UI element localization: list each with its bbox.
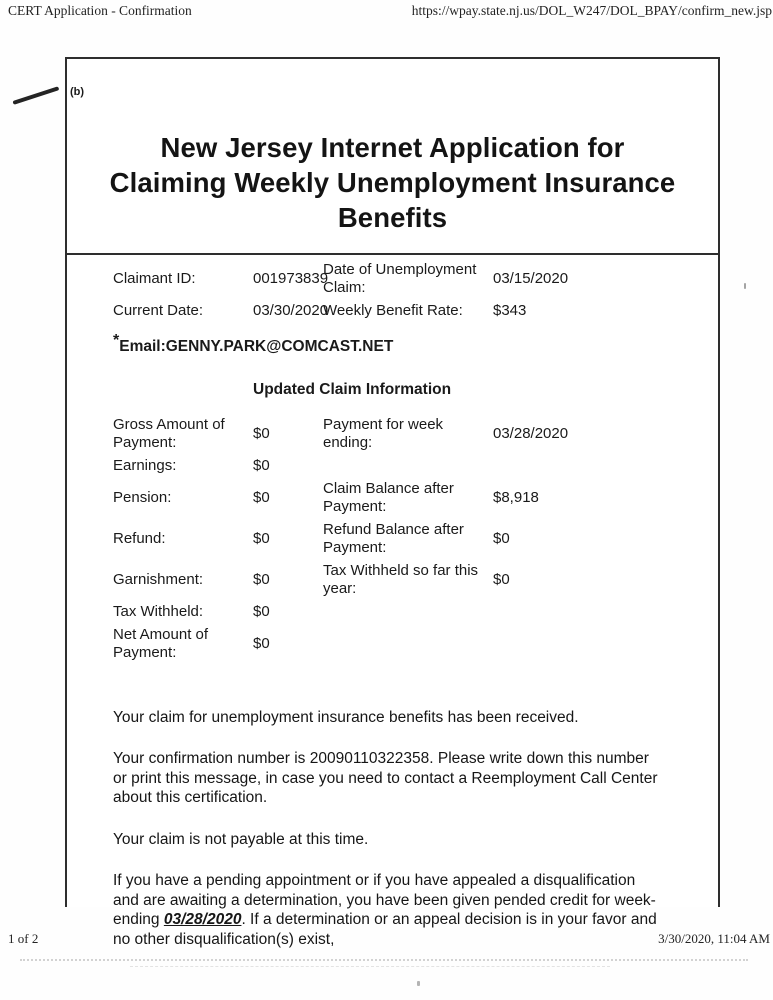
field-value: $0 bbox=[253, 489, 270, 506]
section-heading-updated-claim: Updated Claim Information bbox=[253, 380, 452, 398]
field-label: Refund Balance after Payment: bbox=[323, 521, 464, 556]
message-paragraphs bbox=[113, 708, 665, 950]
field-value bbox=[493, 455, 692, 478]
field-label: Net Amount of Payment: bbox=[113, 626, 209, 661]
handwritten-dash-mark bbox=[12, 86, 59, 104]
field-label: Pension: bbox=[113, 489, 172, 506]
field-label: Tax Withheld: bbox=[113, 603, 204, 620]
paragraph-confirmation-number: Your confirmation number is 20090110322358. Please write down this number or print this message, in case you need to contact a Reemployment Call Center about this certification. bbox=[113, 750, 658, 806]
field-value: $0 bbox=[253, 635, 270, 652]
claimant-email bbox=[113, 331, 692, 356]
page-number: 1 of 2 bbox=[8, 931, 39, 946]
table-row bbox=[113, 258, 692, 299]
field-label bbox=[323, 455, 493, 478]
field-value: 03/15/2020 bbox=[493, 269, 569, 287]
scan-artifact-line bbox=[130, 966, 610, 967]
table-row bbox=[113, 560, 692, 601]
field-label: Payment for week ending: bbox=[323, 416, 444, 451]
print-header-url: https://wpay.state.nj.us/DOL_W247/DOL_BPAY/confirm_new.jsp bbox=[411, 3, 772, 18]
print-footer bbox=[8, 931, 770, 947]
field-value: 03/28/2020 bbox=[493, 425, 569, 442]
table-row bbox=[113, 519, 692, 560]
scan-artifact-dot bbox=[417, 981, 420, 986]
field-label bbox=[323, 601, 493, 624]
document-title-line: New Jersey Internet Application for bbox=[160, 132, 625, 163]
print-header bbox=[8, 3, 772, 19]
field-label: Claimant ID: bbox=[113, 269, 196, 287]
field-label: Weekly Benefit Rate: bbox=[323, 302, 463, 319]
document-title-section bbox=[67, 59, 718, 255]
table-row bbox=[113, 455, 692, 478]
field-label: Garnishment: bbox=[113, 571, 204, 588]
updated-claim-info-table bbox=[113, 414, 692, 665]
field-label: Claim Balance after Payment: bbox=[323, 480, 454, 515]
field-value: $0 bbox=[253, 425, 270, 442]
field-label: Earnings: bbox=[113, 457, 177, 474]
pending-week-ending-date: 03/28/2020 bbox=[163, 911, 242, 928]
field-value: $0 bbox=[253, 603, 270, 620]
table-row bbox=[113, 624, 692, 665]
pending-text-before: If you have a pending appointment or if you have appealed a disqualification and are awaiting a determination, you have been given pended credit for week-ending bbox=[113, 872, 656, 928]
table-row bbox=[113, 601, 692, 624]
annotation-label-b: (b) bbox=[70, 86, 85, 98]
document-title-line: Claiming Weekly Unemployment Insurance bbox=[109, 167, 676, 198]
field-value: $0 bbox=[253, 530, 270, 547]
field-label: Tax Withheld so far this year: bbox=[323, 562, 479, 597]
claimant-summary-table bbox=[113, 258, 692, 323]
claimant-email-text: Email:GENNY.PARK@COMCAST.NET bbox=[119, 337, 394, 355]
table-row bbox=[113, 414, 692, 455]
print-timestamp: 3/30/2020, 11:04 AM bbox=[658, 931, 770, 946]
field-value: $343 bbox=[493, 302, 527, 319]
field-value: 001973839 bbox=[253, 269, 329, 287]
field-value: $0 bbox=[253, 457, 270, 474]
table-row bbox=[113, 478, 692, 519]
pending-text-after: . If a determination or an appeal decision is in your favor and no other disqualification(s) exist, bbox=[113, 911, 657, 948]
document-title-line: Benefits bbox=[337, 202, 448, 233]
paragraph-not-payable: Your claim is not payable at this time. bbox=[113, 830, 369, 848]
field-label: Gross Amount of Payment: bbox=[113, 416, 225, 451]
print-header-title: CERT Application - Confirmation bbox=[8, 3, 192, 18]
paragraph-claim-received: Your claim for unemployment insurance benefits has been received. bbox=[113, 708, 579, 726]
field-value bbox=[493, 601, 692, 624]
field-value: $8,918 bbox=[493, 489, 539, 506]
field-label: Refund: bbox=[113, 530, 166, 547]
field-label: Date of Unemployment Claim: bbox=[323, 261, 477, 296]
asterisk-mark: * bbox=[113, 331, 120, 349]
scan-artifact-speck bbox=[744, 283, 746, 289]
field-value: $0 bbox=[493, 571, 510, 588]
field-value: $0 bbox=[493, 530, 510, 547]
field-label bbox=[323, 624, 493, 665]
field-value: 03/30/2020 bbox=[253, 302, 329, 319]
document-body bbox=[67, 255, 718, 949]
table-row bbox=[113, 299, 692, 323]
scan-artifact-line bbox=[20, 959, 748, 961]
field-label: Current Date: bbox=[113, 302, 204, 319]
field-value bbox=[493, 624, 692, 665]
field-value: $0 bbox=[253, 571, 270, 588]
